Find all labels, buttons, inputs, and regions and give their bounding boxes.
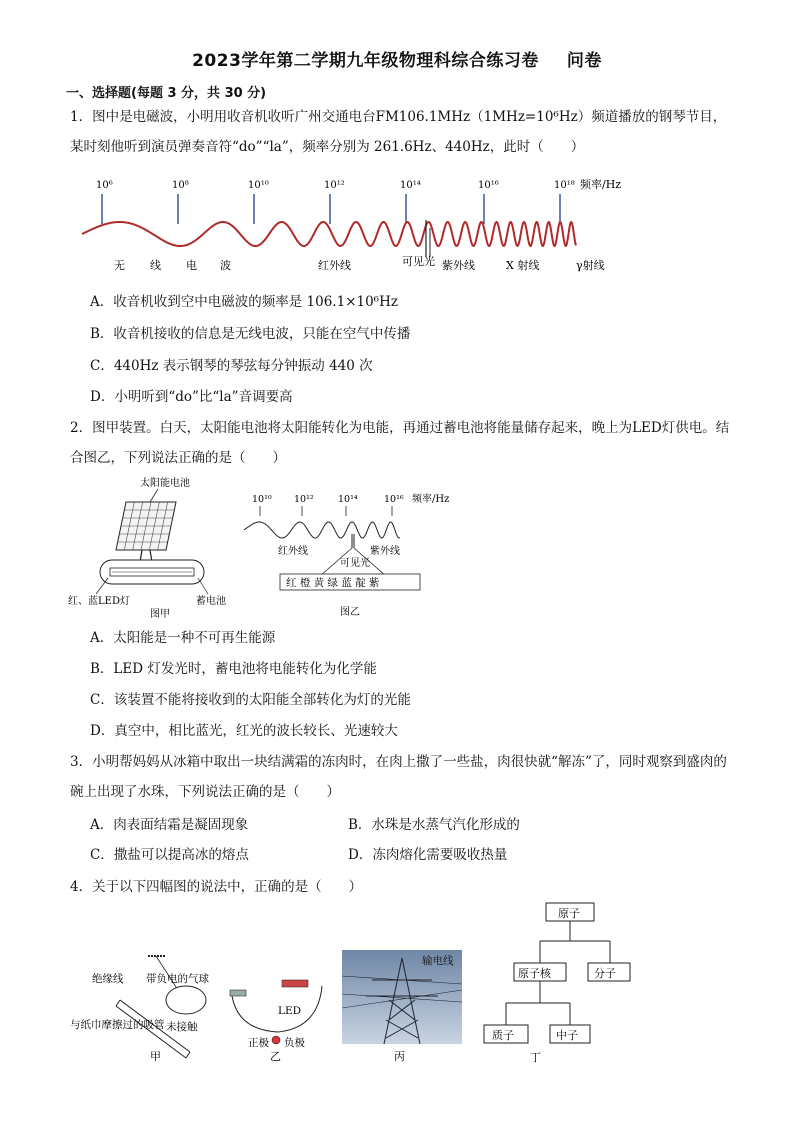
atom-label: 原子 bbox=[558, 907, 580, 920]
positive-pole-label: 正极 bbox=[248, 1037, 269, 1049]
molecule-label: 分子 bbox=[594, 967, 616, 980]
q2-option-c[interactable]: C．该装置不能将接收到的太阳能全部转化为灯的光能 bbox=[90, 692, 411, 708]
band-gamma: γ射线 bbox=[576, 259, 605, 272]
question-2-text: 2．图甲装置。白天，太阳能电池将太阳能转化为电能，再通过蓄电池将能量储存起来，晚上为LED灯供电。结合图乙，下列说法正确的是（ ） bbox=[70, 420, 730, 466]
visible-colors: 红 橙 黄 绿 蓝 靛 紫 bbox=[286, 577, 380, 589]
spectrum-wave bbox=[82, 222, 576, 246]
spectrum-tick-label: 10⁸ bbox=[172, 180, 189, 191]
proton-label: 质子 bbox=[492, 1029, 514, 1042]
band-xray: X 射线 bbox=[506, 259, 540, 272]
figure-yi-caption: 乙 bbox=[270, 1050, 281, 1062]
spectrum-tick-label: 10¹² bbox=[324, 180, 345, 191]
spectrum-tick-label: 10¹⁶ bbox=[478, 180, 499, 191]
spectrum-ticks bbox=[96, 180, 575, 224]
em-spectrum-figure bbox=[80, 172, 640, 277]
straw-label-line1: 与纸巾摩擦过的吸管 bbox=[70, 1019, 165, 1031]
spectrum-tick-label: 10¹⁴ bbox=[400, 180, 421, 191]
neutron-label: 中子 bbox=[556, 1029, 578, 1042]
clip-right bbox=[282, 980, 308, 987]
spectrum-b-ultraviolet: 紫外线 bbox=[370, 546, 400, 557]
band-radio-2: 线 bbox=[150, 259, 161, 272]
q2-option-a[interactable]: A．太阳能是一种不可再生能源 bbox=[90, 630, 276, 646]
figure-bing-caption: 丙 bbox=[394, 1050, 405, 1062]
question-1-text: 1．图中是电磁波，小明用收音机收听广州交通电台FM106.1MHz（1MHz=10⁶Hz）频道播放的钢琴节目，某时刻他听到演员弹奏音符“do”“la”，频率分别为 261.6Hz、440Hz，此时（ ） bbox=[70, 109, 727, 155]
figure-jia-caption: 甲 bbox=[150, 1050, 161, 1062]
no-contact-label: 未接触 bbox=[166, 1021, 198, 1033]
q3-option-d[interactable]: D．冻肉熔化需要吸收热量 bbox=[348, 847, 508, 863]
page-title bbox=[0, 46, 794, 71]
spectrum-b-tick-label: 10¹² bbox=[294, 494, 314, 505]
battery-label: 蓄电池 bbox=[196, 596, 226, 607]
led-bulb bbox=[272, 1036, 280, 1044]
frequency-axis-label: 频率/Hz bbox=[580, 178, 622, 191]
band-radio-1: 无 bbox=[114, 259, 125, 272]
q2-option-b[interactable]: B．LED 灯发光时，蓄电池将电能转化为化学能 bbox=[90, 661, 377, 677]
question-3-text: 3．小明帮妈妈从冰箱中取出一块结满霜的冻肉时，在肉上撒了一些盐，肉很快就“解冻”了，同时观察到盛肉的碗上出现了水珠，下列说法正确的是（ ） bbox=[70, 754, 727, 800]
spectrum-tick-label: 10¹⁰ bbox=[248, 180, 269, 191]
spectrum-b-infrared: 红外线 bbox=[278, 546, 308, 557]
q3-option-a[interactable]: A．肉表面结霜是凝固现象 bbox=[90, 817, 249, 833]
led-lamp-label: 红、蓝LED灯 bbox=[68, 596, 130, 607]
q1-option-d[interactable]: D．小明听到“do”比“la”音调要高 bbox=[90, 389, 293, 405]
spectrum-figure-b bbox=[240, 490, 470, 620]
figure-ding-caption: 丁 bbox=[530, 1051, 541, 1064]
q1-option-b[interactable]: B．收音机接收的信息是无线电波，只能在空气中传播 bbox=[90, 326, 411, 342]
solar-device-figure bbox=[68, 474, 238, 619]
figure-yi bbox=[218, 950, 336, 1062]
band-infrared: 红外线 bbox=[318, 259, 351, 272]
question-4-text: 4．关于以下四幅图的说法中，正确的是（ ） bbox=[70, 879, 363, 895]
negative-pole-label: 负极 bbox=[284, 1037, 305, 1049]
nucleus-label: 原子核 bbox=[518, 967, 551, 980]
spectrum-b-wave bbox=[244, 522, 400, 538]
band-radio-3: 电 bbox=[186, 259, 197, 272]
spectrum-b-visible: 可见光 bbox=[340, 558, 370, 569]
band-visible: 可见光 bbox=[402, 255, 435, 268]
band-radio-4: 波 bbox=[220, 259, 231, 272]
figure-ding bbox=[476, 895, 636, 1065]
led-label: LED bbox=[278, 1005, 302, 1017]
section-heading: 一、选择题(每题 3 分，共 30 分) bbox=[66, 86, 267, 101]
insulated-wire-label: 绝缘线 bbox=[92, 973, 124, 985]
solar-panel bbox=[116, 502, 176, 550]
q3-option-c[interactable]: C．撒盐可以提高冰的熔点 bbox=[90, 847, 249, 863]
band-labels bbox=[114, 254, 605, 272]
solar-cell-label: 太阳能电池 bbox=[140, 478, 190, 489]
figure-a-caption: 图甲 bbox=[150, 609, 170, 619]
title-tag: 问卷 bbox=[566, 51, 602, 71]
clip-left bbox=[230, 990, 246, 996]
charged-balloon-label: 带负电的气球 bbox=[146, 973, 209, 985]
power-line-label: 输电线 bbox=[422, 955, 454, 967]
figure-jia bbox=[66, 950, 238, 1062]
title-text: 2023学年第二学期九年级物理科综合练习卷 bbox=[192, 51, 539, 71]
spectrum-b-tick-label: 10¹⁴ bbox=[338, 494, 358, 505]
q3-option-b[interactable]: B．水珠是水蒸气汽化形成的 bbox=[348, 817, 520, 833]
spectrum-tick-label: 10¹⁸ bbox=[554, 180, 575, 191]
spectrum-b-tick-label: 10¹⁶ bbox=[384, 494, 404, 505]
q1-option-a[interactable]: A．收音机收到空中电磁波的频率是 106.1×10⁶Hz bbox=[90, 294, 398, 310]
q1-option-c[interactable]: C．440Hz 表示钢琴的琴弦每分钟振动 440 次 bbox=[90, 358, 373, 374]
band-ultraviolet: 紫外线 bbox=[442, 259, 475, 272]
spectrum-tick-label: 10⁶ bbox=[96, 180, 113, 191]
spectrum-b-tick-label: 10¹⁰ bbox=[252, 494, 272, 505]
spectrum-b-ticks bbox=[252, 494, 404, 516]
q2-option-d[interactable]: D．真空中，相比蓝光，红光的波长较长、光速较大 bbox=[90, 723, 398, 739]
figure-bing bbox=[342, 950, 462, 1062]
balloon bbox=[166, 986, 206, 1014]
spectrum-b-axis-label: 频率/Hz bbox=[412, 494, 450, 505]
figure-b-caption: 图乙 bbox=[340, 607, 360, 618]
